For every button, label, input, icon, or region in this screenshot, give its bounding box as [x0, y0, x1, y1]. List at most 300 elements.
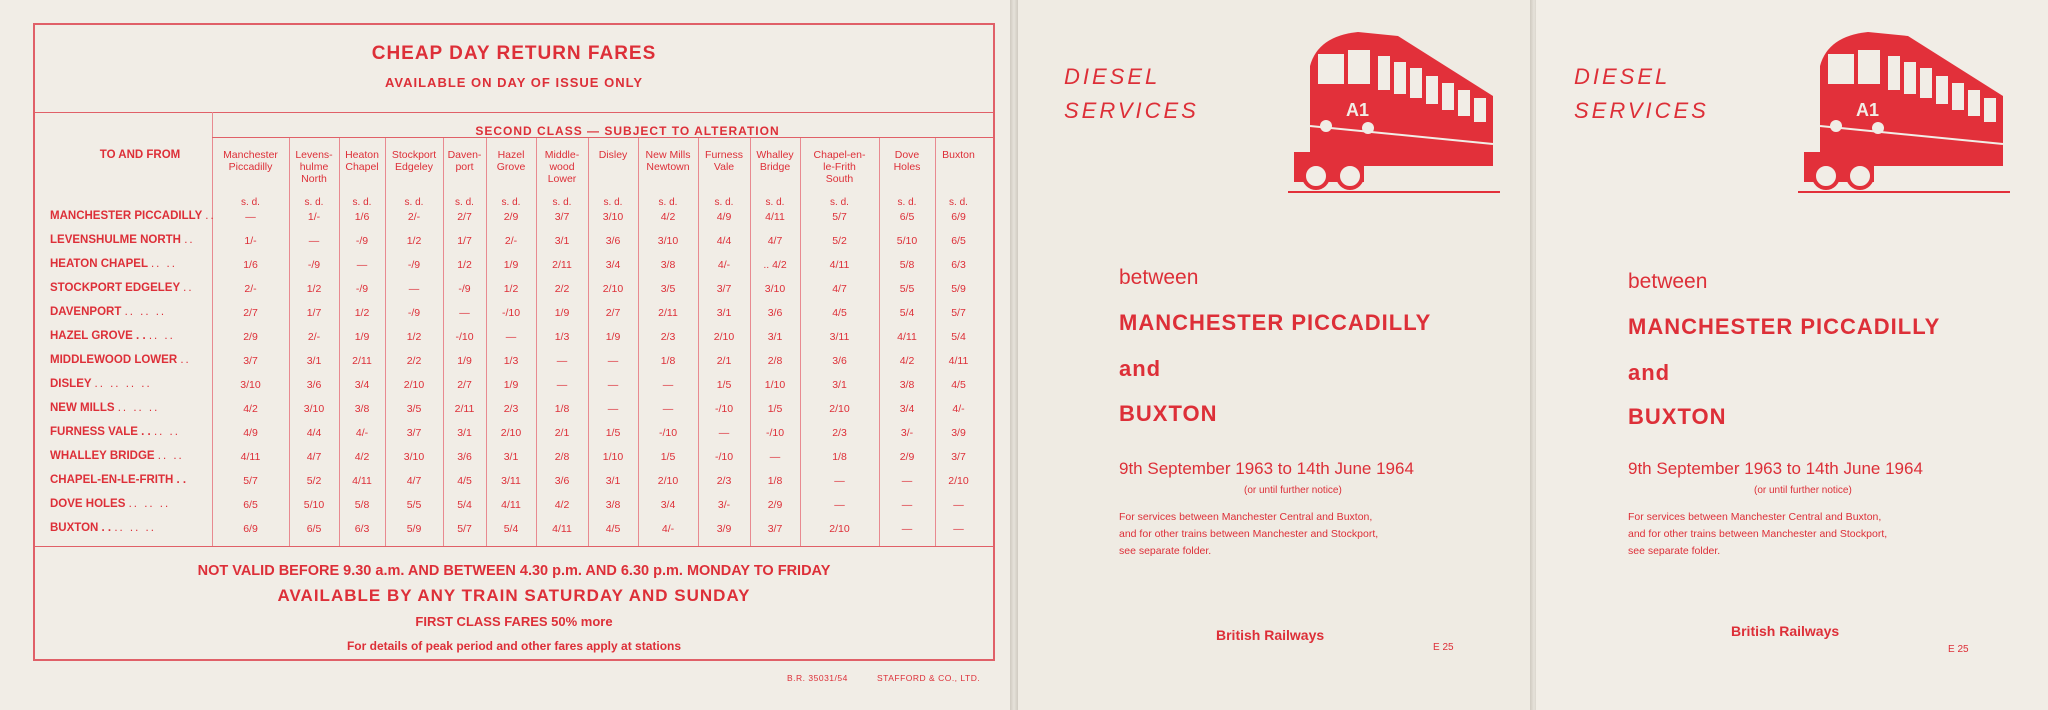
fare-cell: 4/5 — [605, 523, 621, 535]
fare-cell: — — [408, 283, 420, 295]
fare-cell: 4/11 — [552, 523, 572, 535]
fare-cell: 3/10 — [657, 235, 679, 247]
origin-name: MANCHESTER PICCADILLY — [1119, 310, 1432, 335]
leader-dots: .. — [180, 354, 191, 366]
folder-code: E 25 — [1433, 642, 1454, 653]
station-name — [50, 306, 166, 318]
station-label: LEVENSHULME NORTH — [50, 234, 181, 246]
fare-cell: 3/10 — [602, 211, 624, 223]
station-name — [50, 330, 175, 342]
fare-cell: — — [459, 307, 470, 319]
column-header-line: Lower — [547, 173, 577, 185]
station-label: MANCHESTER PICCADILLY — [50, 210, 203, 222]
column-header-line: North — [301, 173, 327, 185]
fare-cell: 3/7 — [554, 211, 570, 223]
fare-cell: 3/10 — [240, 379, 261, 391]
validity-note: NOT VALID BEFORE 9.30 a.m. AND BETWEEN 4.30 p.m. AND 6.30 p.m. MONDAY TO FRIDAY — [197, 563, 831, 579]
fare-cell: 2/10 — [403, 379, 425, 391]
unit-label: s. d. — [714, 197, 734, 208]
and-label: and — [1628, 360, 1671, 385]
fare-cell: 3/8 — [899, 379, 915, 391]
fare-cell: 1/10 — [764, 379, 786, 391]
unit-label: s. d. — [949, 197, 968, 208]
fare-cell: 4/- — [717, 259, 731, 271]
fare-cell: 5/10 — [303, 499, 325, 511]
fare-cell: 4/4 — [306, 427, 322, 439]
fare-cell: 3/- — [717, 499, 731, 511]
fare-cell: 6/5 — [306, 523, 322, 535]
station-name — [50, 210, 216, 222]
fare-cell: — — [769, 451, 781, 463]
fare-cell: 5/5 — [406, 499, 422, 511]
station-label: FURNESS VALE . . — [50, 426, 151, 438]
column-header — [339, 149, 385, 173]
station-name — [50, 402, 159, 414]
column-header — [289, 149, 339, 185]
class-heading-rule — [212, 137, 993, 138]
fare-cell: -/10 — [765, 427, 785, 439]
fare-cell: 2/11 — [352, 355, 372, 367]
fare-cell: 4/7 — [767, 235, 783, 247]
fare-cell: 3/- — [900, 427, 914, 439]
column-header-line: New Mills — [645, 149, 691, 161]
fare-cell: 1/7 — [457, 235, 472, 247]
to-and-from-label: TO AND FROM — [99, 149, 181, 161]
column-header-line: Dove — [894, 149, 920, 161]
fare-cell: 4/11 — [897, 331, 917, 343]
column-header-line: South — [825, 173, 854, 185]
header-rule — [35, 112, 993, 113]
validity-dates: 9th September 1963 to 14th June 1964 — [1628, 459, 1923, 478]
cover-panel-front — [1018, 0, 1530, 710]
fare-cell: 1/5 — [716, 379, 732, 391]
leader-dots: .. .. — [150, 258, 177, 270]
fare-cell: 3/5 — [660, 283, 676, 295]
leader-dots: .. .. — [157, 450, 184, 462]
column-header-line: Disley — [598, 149, 628, 161]
separate-folder-info — [1119, 509, 1378, 560]
between-label: between — [1628, 270, 1708, 293]
fare-cell: — — [834, 475, 845, 487]
fare-cell: 3/4 — [660, 499, 676, 511]
folder-code: E 25 — [1948, 644, 1969, 655]
column-header-line: Levens- — [295, 149, 333, 161]
column-header-line: Holes — [893, 161, 921, 173]
fare-cell: 5/8 — [899, 259, 915, 271]
fare-cell: 2/11 — [658, 307, 678, 319]
origin-name: MANCHESTER PICCADILLY — [1628, 314, 1941, 339]
fares-title: CHEAP DAY RETURN FARES — [371, 43, 657, 64]
station-label: DAVENPORT — [50, 306, 122, 318]
column-header-line: Middle- — [544, 149, 580, 161]
fare-cell: 4/5 — [951, 379, 966, 391]
fare-cell: 2/10 — [829, 403, 850, 415]
column-header — [935, 149, 982, 161]
fare-cell: 1/5 — [660, 451, 676, 463]
fare-cell: 4/11 — [501, 499, 521, 511]
unit-label: s. d. — [552, 197, 572, 208]
fare-cell: 2/7 — [605, 307, 621, 319]
fare-cell: — — [662, 403, 674, 415]
validity-dates: 9th September 1963 to 14th June 1964 — [1119, 459, 1414, 478]
fare-cell: 3/10 — [303, 403, 325, 415]
fare-cell: — — [662, 379, 674, 391]
column-header-line: Manchester — [223, 149, 278, 161]
column-header — [698, 149, 750, 173]
fare-cell: 1/5 — [605, 427, 621, 439]
fare-cell: 6/9 — [951, 211, 966, 223]
british-railways-label: British Railways — [1216, 627, 1325, 643]
fare-cell: — — [901, 499, 913, 511]
fare-cell: -/10 — [714, 451, 734, 463]
diesel-line1: DIESEL — [1574, 64, 1671, 89]
leader-dots: .. .. — [148, 330, 175, 342]
fare-cell: 4/2 — [660, 211, 676, 223]
fare-cell: 3/1 — [554, 235, 570, 247]
fare-cell: -/10 — [658, 427, 678, 439]
info-line-1: For services between Manchester Central and Buxton, — [1119, 511, 1373, 523]
station-name — [50, 426, 180, 438]
column-header-line: Daven- — [447, 149, 482, 161]
fare-cell: 2/9 — [899, 451, 915, 463]
fare-cell: 1/3 — [554, 331, 570, 343]
fare-cell: 6/3 — [951, 259, 966, 271]
fare-cell: 1/2 — [457, 259, 472, 271]
fare-cell: — — [308, 235, 320, 247]
fare-cell: 1/2 — [306, 283, 322, 295]
fare-cell: 4/2 — [243, 403, 258, 415]
fare-cell: 5/9 — [406, 523, 422, 535]
column-header — [443, 149, 486, 173]
leader-dots: .. .. .. — [124, 306, 167, 318]
fare-cell: 4/7 — [832, 283, 847, 295]
info-line-1: For services between Manchester Central and Buxton, — [1628, 511, 1882, 523]
diesel-services-heading — [1574, 60, 1709, 128]
station-label: STOCKPORT EDGELEY — [50, 282, 180, 294]
station-label: DOVE HOLES — [50, 498, 126, 510]
unit-label: s. d. — [241, 197, 260, 208]
column-header-line: Whalley — [756, 149, 794, 161]
fare-cell: 5/4 — [899, 307, 915, 319]
printer-code: B.R. 35031/54 — [787, 673, 848, 683]
fare-cell: 1/5 — [767, 403, 783, 415]
fare-cell: 5/8 — [354, 499, 370, 511]
fare-cell: 2/3 — [716, 475, 732, 487]
station-name — [50, 378, 152, 390]
fare-cell: 3/7 — [951, 451, 966, 463]
unit-label: s. d. — [765, 197, 785, 208]
fare-cell: -/9 — [407, 259, 421, 271]
diesel-railcar-illustration — [1288, 26, 1500, 196]
fare-cell: — — [607, 403, 619, 415]
station-name — [50, 354, 191, 366]
fare-cell: 5/4 — [503, 523, 519, 535]
station-label: CHAPEL-EN-LE-FRITH . . — [50, 474, 187, 486]
fare-cell: 1/6 — [243, 259, 258, 271]
leader-dots: .. — [205, 210, 216, 222]
leader-dots: .. .. .. — [114, 522, 156, 534]
fare-cell: 1/8 — [554, 403, 570, 415]
until-notice: (or until further notice) — [1754, 485, 1852, 496]
until-notice: (or until further notice) — [1244, 485, 1342, 496]
fare-cell: 5/7 — [457, 523, 472, 535]
column-header-line: Stockport — [391, 149, 437, 161]
fare-cell: -/10 — [714, 403, 734, 415]
fare-cell: 2/11 — [454, 403, 475, 415]
fare-cell: 1/3 — [503, 355, 519, 367]
fare-cell: 5/4 — [457, 499, 472, 511]
fare-cell: 6/5 — [951, 235, 966, 247]
column-header — [385, 149, 443, 173]
fare-cell: 4/7 — [306, 451, 322, 463]
fare-cell: 2/9 — [767, 499, 783, 511]
peak-fares-note: For details of peak period and other fares apply at stations — [346, 639, 682, 653]
fare-cell: 2/- — [244, 283, 257, 295]
fare-cell: 2/- — [307, 331, 321, 343]
column-header — [536, 149, 588, 185]
fare-cell: 4/2 — [354, 451, 370, 463]
diesel-services-heading — [1064, 60, 1199, 128]
column-header — [879, 149, 935, 173]
fare-cell: -/10 — [455, 331, 474, 343]
fare-cell: 5/9 — [951, 283, 966, 295]
fare-cell: 3/7 — [406, 427, 422, 439]
column-header-line: Buxton — [942, 149, 975, 161]
fare-cell: 2/10 — [657, 475, 679, 487]
column-header — [212, 149, 289, 173]
fare-cell: 2/3 — [660, 331, 676, 343]
fare-cell: .. 4/2 — [763, 259, 787, 271]
fare-cell: 2/10 — [829, 523, 850, 535]
info-line-3: see separate folder. — [1628, 545, 1721, 557]
and-label: and — [1119, 356, 1162, 381]
diesel-railcar-illustration — [1798, 26, 2010, 196]
station-name — [50, 474, 186, 486]
fare-cell: 3/6 — [605, 235, 621, 247]
column-header-line: Edgeley — [395, 161, 433, 173]
fare-cell: 3/4 — [899, 403, 915, 415]
fold-line — [1010, 0, 1018, 710]
diesel-line2: SERVICES — [1064, 98, 1199, 123]
fare-cell: — — [953, 523, 964, 535]
leader-dots: .. .. .. .. — [94, 378, 152, 390]
station-label: HEATON CHAPEL — [50, 258, 148, 270]
fare-cell: 4/- — [355, 427, 369, 439]
fare-cell: 4/9 — [716, 211, 732, 223]
fare-cell: 2/7 — [457, 211, 472, 223]
column-header-line: Chapel-en- — [813, 149, 866, 161]
fare-cell: — — [901, 523, 913, 535]
column-header-line: Newtown — [646, 161, 690, 173]
station-name — [50, 498, 170, 510]
fare-cell: 1/8 — [767, 475, 783, 487]
fare-cell: 2/9 — [503, 211, 519, 223]
fare-cell: -/9 — [458, 283, 471, 295]
fare-cell: 3/11 — [829, 331, 850, 343]
first-class-note: FIRST CLASS FARES 50% more — [415, 614, 613, 629]
destination-name: BUXTON — [1628, 404, 1727, 429]
fare-cell: 4/7 — [406, 475, 422, 487]
fare-cell: — — [556, 379, 568, 391]
destination-name: BUXTON — [1119, 401, 1218, 426]
fare-cell: 1/2 — [406, 331, 422, 343]
fare-cell: 3/1 — [457, 427, 472, 439]
class-heading: SECOND CLASS — SUBJECT TO ALTERATION — [475, 124, 780, 138]
fare-cell: 1/9 — [554, 307, 570, 319]
fare-cell: 1/2 — [354, 307, 370, 319]
fare-cell: 3/7 — [243, 355, 258, 367]
station-label: HAZEL GROVE . . — [50, 330, 146, 342]
column-header-line: Piccadilly — [228, 161, 273, 173]
fare-cell: 2/8 — [767, 355, 783, 367]
diesel-line2: SERVICES — [1574, 98, 1709, 123]
fare-cell: 2/10 — [500, 427, 522, 439]
fare-cell: 3/8 — [605, 499, 621, 511]
fare-cell: 2/10 — [948, 475, 969, 487]
fare-cell: 4/11 — [352, 475, 372, 487]
fare-cell: 4/11 — [829, 259, 850, 271]
fare-cell: 2/10 — [602, 283, 624, 295]
fare-cell: -/9 — [355, 235, 369, 247]
fare-cell: 1/9 — [354, 331, 370, 343]
fare-cell: 2/11 — [552, 259, 572, 271]
info-line-2: and for other trains between Manchester and Stockport, — [1628, 528, 1888, 540]
unit-label: s. d. — [352, 197, 372, 208]
fare-cell: — — [245, 211, 256, 223]
fare-cell: 1/8 — [832, 451, 847, 463]
fares-panel — [0, 0, 1010, 710]
unit-label: s. d. — [404, 197, 424, 208]
fare-cell: 3/10 — [764, 283, 786, 295]
unit-label: s. d. — [658, 197, 678, 208]
column-header-line: le-Frith — [823, 161, 856, 173]
fare-cell: 2/8 — [554, 451, 570, 463]
column-header — [588, 149, 638, 161]
fare-cell: -/9 — [307, 259, 321, 271]
column-header-line: Grove — [496, 161, 526, 173]
fare-cell: 4/11 — [765, 211, 785, 223]
fare-cell: 3/7 — [716, 283, 732, 295]
fare-cell: 2/7 — [457, 379, 472, 391]
fare-cell: 2/7 — [243, 307, 258, 319]
footer-rule — [35, 546, 993, 547]
column-header-line: hulme — [299, 161, 329, 173]
fare-cell: 6/9 — [243, 523, 258, 535]
column-header — [750, 149, 800, 173]
fare-cell: 5/5 — [899, 283, 915, 295]
column-header — [638, 149, 698, 173]
station-label: MIDDLEWOOD LOWER — [50, 354, 178, 366]
diesel-line1: DIESEL — [1064, 64, 1161, 89]
fare-cell: 1/9 — [605, 331, 621, 343]
fare-cell: 5/7 — [243, 475, 258, 487]
fare-cell: 3/8 — [660, 259, 676, 271]
any-train-note: AVAILABLE BY ANY TRAIN SATURDAY AND SUNDAY — [277, 586, 751, 605]
fare-cell: 3/9 — [951, 427, 966, 439]
fare-cell: 2/1 — [716, 355, 732, 367]
fare-cell: 3/1 — [503, 451, 519, 463]
column-header-line: Bridge — [759, 161, 791, 173]
leader-dots: .. — [184, 234, 195, 246]
column-header-line: Chapel — [345, 161, 379, 173]
info-line-3: see separate folder. — [1119, 545, 1212, 557]
station-name — [50, 522, 156, 534]
fare-cell: 2/2 — [406, 355, 422, 367]
fare-cell: 3/6 — [832, 355, 847, 367]
separate-folder-info — [1628, 509, 1887, 560]
fare-cell: — — [718, 427, 730, 439]
fare-cell: 5/7 — [832, 211, 847, 223]
column-header-line: Hazel — [497, 149, 525, 161]
fare-cell: 5/10 — [896, 235, 918, 247]
fare-cell: — — [556, 355, 568, 367]
fare-cell: -/9 — [407, 307, 421, 319]
fare-cell: 3/1 — [306, 355, 322, 367]
station-label: BUXTON . . — [50, 522, 112, 534]
fare-cell: 3/1 — [767, 331, 783, 343]
fare-cell: 3/6 — [306, 379, 322, 391]
column-header — [486, 149, 536, 173]
info-line-2: and for other trains between Manchester and Stockport, — [1119, 528, 1379, 540]
fare-cell: 3/5 — [406, 403, 422, 415]
unit-label: s. d. — [897, 197, 917, 208]
fare-cell: 4/9 — [243, 427, 258, 439]
fare-cell: 6/5 — [899, 211, 915, 223]
fare-cell: -/9 — [355, 283, 369, 295]
fare-cell: — — [953, 499, 964, 511]
fare-cell: — — [901, 475, 913, 487]
train-number-label: A1 — [1856, 100, 1880, 120]
station-name — [50, 282, 194, 294]
fare-cell: 4/- — [952, 403, 965, 415]
fare-cell: 4/4 — [716, 235, 732, 247]
unit-label: s. d. — [501, 197, 521, 208]
fare-cell: 1/10 — [602, 451, 624, 463]
fare-cell: — — [607, 379, 619, 391]
fare-cell: 1/7 — [306, 307, 322, 319]
fare-cell: 2/1 — [554, 427, 570, 439]
unit-label: s. d. — [830, 197, 849, 208]
printer-name: STAFFORD & CO., LTD. — [877, 673, 981, 683]
fare-cell: 3/10 — [403, 451, 425, 463]
fare-cell: 2/10 — [713, 331, 735, 343]
fare-cell: 5/7 — [951, 307, 966, 319]
fare-cell: 3/1 — [832, 379, 847, 391]
fare-cell: 1/- — [307, 211, 321, 223]
fare-cell: 6/3 — [354, 523, 370, 535]
fare-cell: — — [505, 331, 517, 343]
column-header-line: Vale — [713, 161, 735, 173]
fare-cell: 5/2 — [306, 475, 322, 487]
column-header — [800, 149, 879, 185]
fare-cell: 1/6 — [354, 211, 370, 223]
fare-cell: 4/2 — [554, 499, 570, 511]
fare-cell: 1/8 — [660, 355, 676, 367]
fare-cell: 4/- — [661, 523, 675, 535]
fare-cell: 3/6 — [457, 451, 472, 463]
fare-cell: 2/3 — [832, 427, 847, 439]
unit-label: s. d. — [455, 197, 474, 208]
fare-cell: 2/2 — [554, 283, 570, 295]
fare-cell: 4/5 — [832, 307, 847, 319]
fare-cell: 1/- — [244, 235, 257, 247]
station-label: NEW MILLS — [50, 402, 115, 414]
train-number-label: A1 — [1346, 100, 1370, 120]
fares-subtitle: AVAILABLE ON DAY OF ISSUE ONLY — [384, 75, 644, 90]
fare-cell: 3/1 — [716, 307, 732, 319]
leader-dots: .. .. .. — [128, 498, 171, 510]
between-label: between — [1119, 266, 1199, 289]
